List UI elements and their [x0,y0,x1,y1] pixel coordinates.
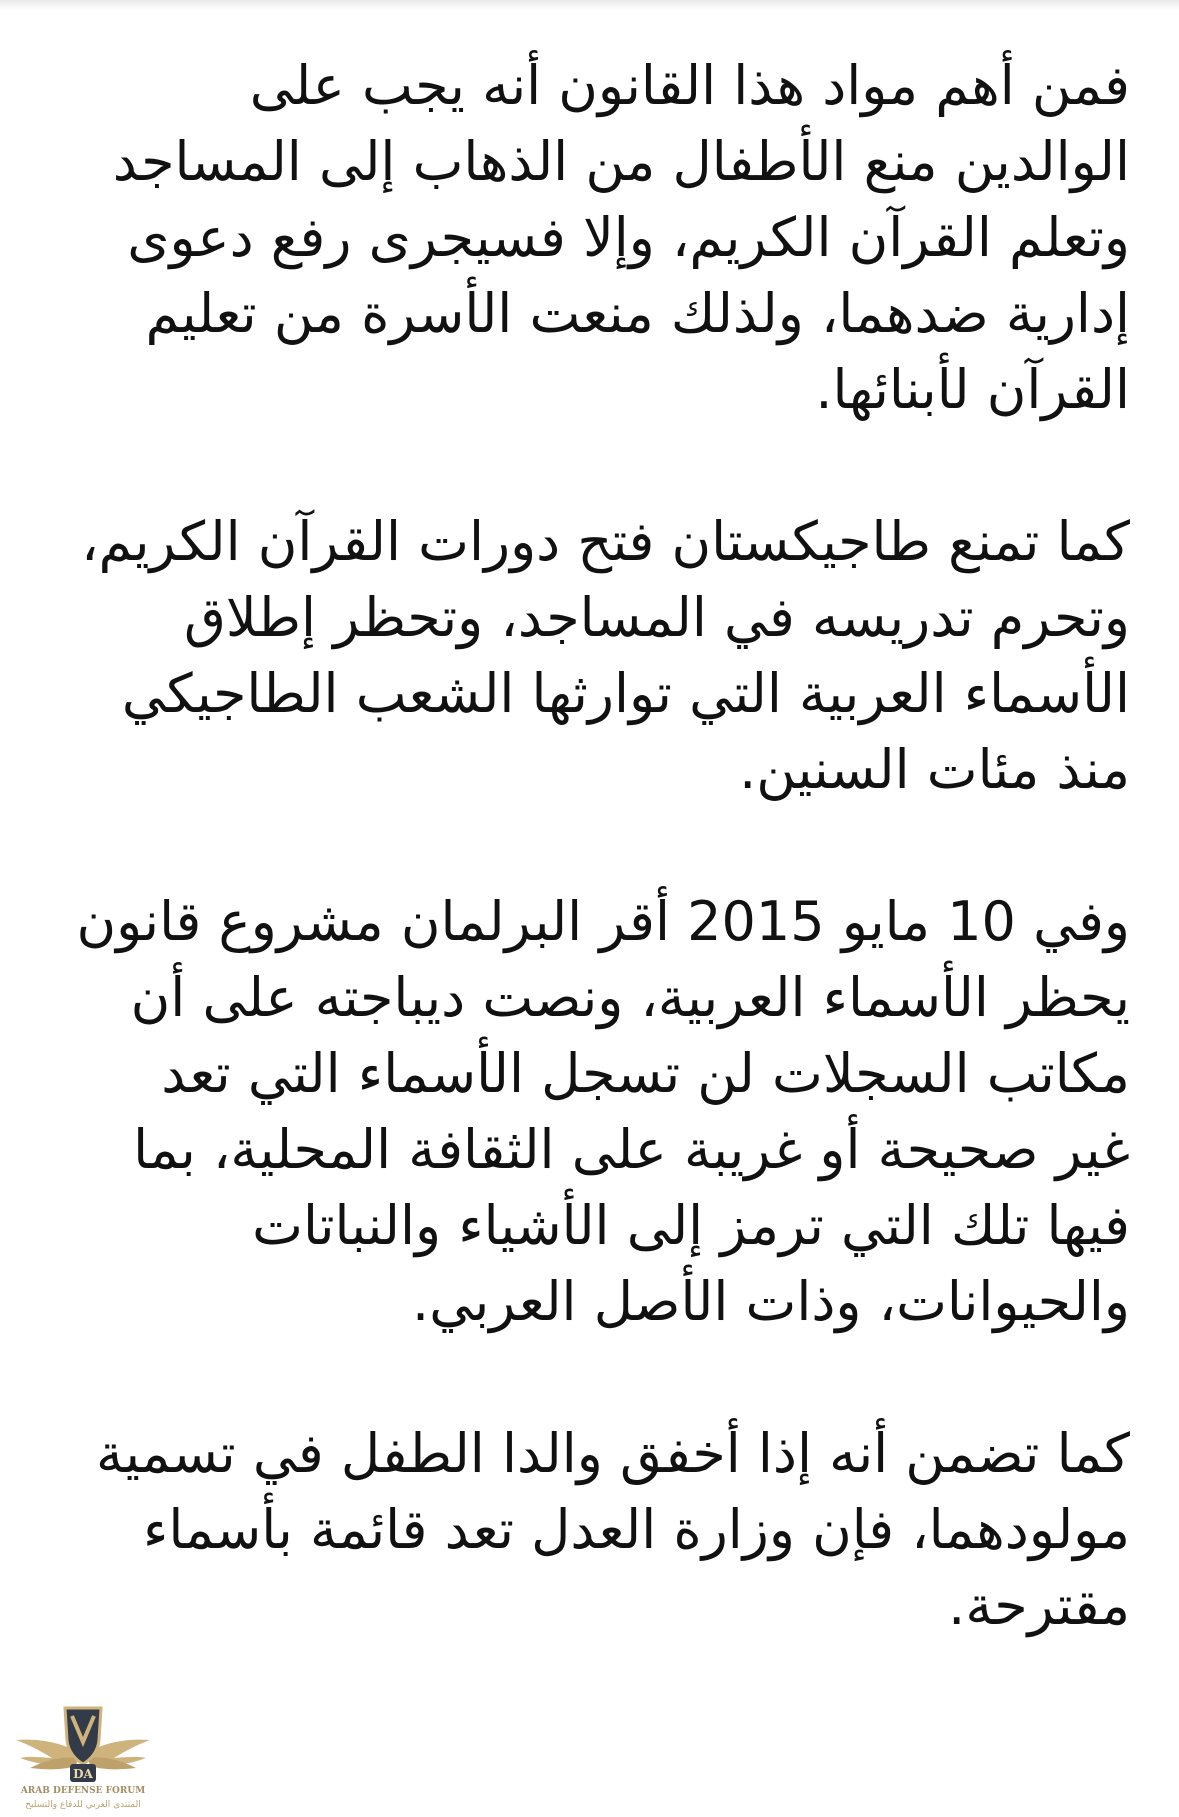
watermark-arabic-name: المنتدى العربي للدفاع والتسليح [25,1800,141,1810]
svg-text:DA: DA [73,1767,93,1781]
text-line: إدارية ضدهما، ولذلك منعت الأسرة من تعليم [145,282,1130,345]
text-line: والحيوانات، وذات الأصل العربي. [412,1270,1130,1333]
paragraph-3 [55,884,1130,1340]
top-edge-shadow [0,0,1179,10]
text-line: كما تمنع طاجيكستان فتح دورات القرآن الكريم، [81,510,1130,573]
text-line: فمن أهم مواد هذا القانون أنه يجب على [249,54,1130,117]
article-body [55,48,1130,1720]
text-line: وتحرم تدريسه في المساجد، وتحظر إطلاق [183,586,1130,649]
text-line: منذ مئات السنين. [739,738,1130,801]
paragraph-4 [55,1416,1130,1644]
text-line: القرآن لأبنائها. [815,358,1130,421]
watermark-english-name: ARAB DEFENSE FORUM [20,1786,146,1796]
text-line: الوالدين منع الأطفال من الذهاب إلى المساجد [112,130,1130,193]
watermark-monogram [8,1700,158,1790]
arab-defense-forum-watermark [8,1700,158,1815]
text-line: فيها تلك التي ترمز إلى الأشياء والنباتات [252,1194,1130,1257]
paragraph-1 [55,48,1130,428]
text-line: يحظر الأسماء العربية، ونصت ديباجته على أن [130,966,1130,1029]
text-line: مولودهما، فإن وزارة العدل تعد قائمة بأسماء [142,1498,1130,1561]
text-line: وفي 10 مايو 2015 أقر البرلمان مشروع قانون [76,890,1130,953]
paragraph-2 [55,504,1130,808]
text-line: مقترحة. [948,1574,1130,1637]
text-line: غير صحيحة أو غريبة على الثقافة المحلية، بما [133,1118,1130,1181]
text-line: وتعلم القرآن الكريم، وإلا فسيجرى رفع دعوى [127,206,1130,269]
text-line: مكاتب السجلات لن تسجل الأسماء التي تعد [161,1042,1130,1105]
text-line: كما تضمن أنه إذا أخفق والدا الطفل في تسمية [96,1422,1130,1485]
text-line: الأسماء العربية التي توارثها الشعب الطاجيكي [121,662,1130,725]
